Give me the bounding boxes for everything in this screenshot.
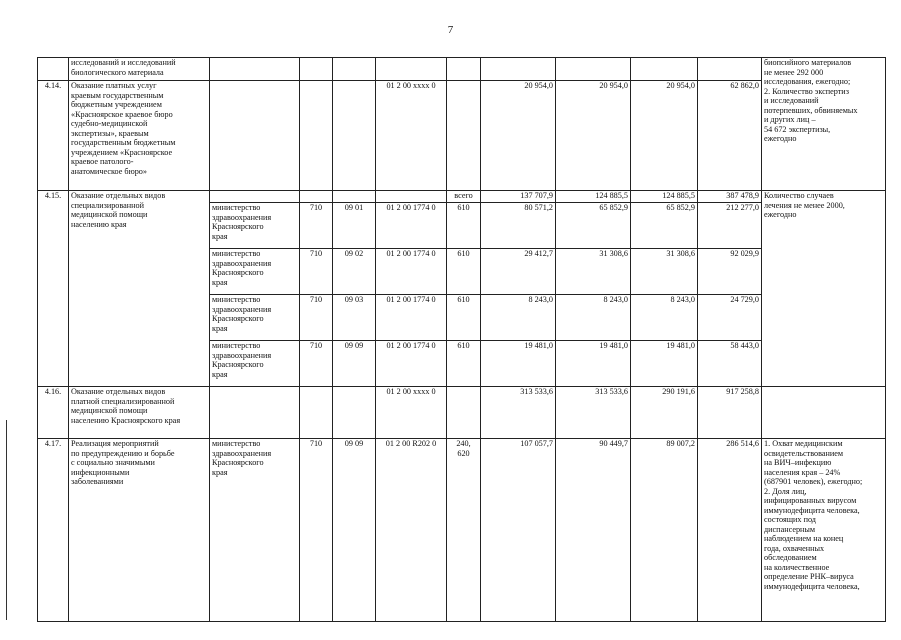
item-number-cell: [38, 58, 69, 81]
year2-cell: 8 243,0: [556, 295, 631, 341]
item-description-cell: Оказание платных услуг краевым государственным бюджетным учреждением «Красноярское краевое бюро судебно-медицинской экспертизы», краевым государственным бюджетным учреждением «Красноярское краевое патолого- анатомическое бюро»: [69, 81, 210, 191]
empty-cell: [210, 58, 300, 81]
year1-cell: 313 533,6: [481, 387, 556, 439]
empty-cell: [698, 58, 762, 81]
csr-code-cell: 01 2 00 xxxx 0: [376, 387, 447, 439]
empty-cell: [333, 81, 376, 191]
rzpr-cell: 09 02: [333, 249, 376, 295]
vr-cell: 610: [447, 203, 481, 249]
rzpr-cell: 09 03: [333, 295, 376, 341]
year2-cell: 124 885,5: [556, 191, 631, 203]
year1-cell: 20 954,0: [481, 81, 556, 191]
vr-cell: 240, 620: [447, 439, 481, 622]
grbs-cell: 710: [300, 439, 333, 622]
grbs-cell: 710: [300, 295, 333, 341]
empty-cell: [762, 387, 886, 439]
gp-cell: министерство здравоохранения Красноярского края: [210, 203, 300, 249]
table-row-4-14: [38, 81, 886, 191]
empty-cell: [300, 387, 333, 439]
item-number-cell: 4.16.: [38, 387, 69, 439]
grbs-cell: 710: [300, 341, 333, 387]
empty-cell: [210, 81, 300, 191]
year1-cell: 107 057,7: [481, 439, 556, 622]
item-description-cell: исследований и исследований биологического материала: [69, 58, 210, 81]
expected-result-cell: биопсийного материалов не менее 292 000 исследования, ежегодно; 2. Количество экспертиз и исследований потерпевших, обвиняемых и других лиц – 54 672 экспертизы, ежегодно: [762, 58, 886, 191]
total-cell: 387 478,9: [698, 191, 762, 203]
empty-cell: [210, 387, 300, 439]
gp-cell: министерство здравоохранения Красноярского края: [210, 439, 300, 622]
year1-cell: 29 412,7: [481, 249, 556, 295]
csr-code-cell: 01 2 00 1774 0: [376, 295, 447, 341]
total-cell: 24 729,0: [698, 295, 762, 341]
total-cell: 286 514,6: [698, 439, 762, 622]
empty-cell: [300, 191, 333, 203]
empty-cell: [333, 191, 376, 203]
rzpr-cell: 09 01: [333, 203, 376, 249]
table-row-4-15-total: [38, 191, 886, 203]
vr-total-label: всего: [447, 191, 481, 203]
total-cell: 212 277,0: [698, 203, 762, 249]
vr-cell: 610: [447, 249, 481, 295]
year3-cell: 124 885,5: [631, 191, 698, 203]
year3-cell: 31 308,6: [631, 249, 698, 295]
table-row-continuation: [38, 58, 886, 81]
csr-code-cell: 01 2 00 1774 0: [376, 341, 447, 387]
empty-cell: [447, 81, 481, 191]
empty-cell: [333, 387, 376, 439]
year3-cell: 8 243,0: [631, 295, 698, 341]
year2-cell: 31 308,6: [556, 249, 631, 295]
gp-cell: министерство здравоохранения Красноярского края: [210, 295, 300, 341]
empty-cell: [333, 58, 376, 81]
expected-result-cell: 1. Охват медицинским освидетельствованием на ВИЧ–инфекцию населения края – 24% (687901 человек), ежегодно; 2. Доля лиц, инфицированных вирусом иммунодефицита человека, состоящих под диспансерным наблюдением на конец года, охваченных обследованием на количественное определение РНК–вируса иммунодефицита человека,: [762, 439, 886, 622]
expected-result-cell: Количество случаев лечения не менее 2000, ежегодно: [762, 191, 886, 387]
gp-cell: министерство здравоохранения Красноярского края: [210, 249, 300, 295]
year1-cell: 80 571,2: [481, 203, 556, 249]
gp-cell: министерство здравоохранения Красноярского края: [210, 341, 300, 387]
rzpr-cell: 09 09: [333, 439, 376, 622]
year2-cell: 19 481,0: [556, 341, 631, 387]
grbs-cell: 710: [300, 203, 333, 249]
year2-cell: 65 852,9: [556, 203, 631, 249]
empty-cell: [481, 58, 556, 81]
year2-cell: 90 449,7: [556, 439, 631, 622]
year1-cell: 137 707,9: [481, 191, 556, 203]
grbs-cell: 710: [300, 249, 333, 295]
csr-code-cell: 01 2 00 1774 0: [376, 249, 447, 295]
empty-cell: [556, 58, 631, 81]
csr-code-cell: 01 2 00 1774 0: [376, 203, 447, 249]
empty-cell: [376, 191, 447, 203]
total-cell: 917 258,8: [698, 387, 762, 439]
empty-cell: [300, 58, 333, 81]
item-number-cell: 4.15.: [38, 191, 69, 387]
empty-cell: [376, 58, 447, 81]
empty-cell: [631, 58, 698, 81]
year3-cell: 89 007,2: [631, 439, 698, 622]
budget-table: [37, 57, 886, 622]
empty-cell: [300, 81, 333, 191]
empty-cell: [447, 58, 481, 81]
item-description-cell: Оказание отдельных видов специализированной медицинской помощи населению края: [69, 191, 210, 387]
scan-margin-line: [6, 420, 7, 620]
item-number-cell: 4.17.: [38, 439, 69, 622]
year3-cell: 19 481,0: [631, 341, 698, 387]
csr-code-cell: 01 2 00 R202 0: [376, 439, 447, 622]
table-row-4-17: [38, 439, 886, 622]
total-cell: 62 862,0: [698, 81, 762, 191]
total-cell: 58 443,0: [698, 341, 762, 387]
vr-cell: 610: [447, 295, 481, 341]
item-number-cell: 4.14.: [38, 81, 69, 191]
year2-cell: 313 533,6: [556, 387, 631, 439]
item-description-cell: Реализация мероприятий по предупреждению и борьбе с социально значимыми инфекционными заболеваниями: [69, 439, 210, 622]
table-row-4-16: [38, 387, 886, 439]
empty-cell: [210, 191, 300, 203]
year1-cell: 8 243,0: [481, 295, 556, 341]
csr-code-cell: 01 2 00 xxxx 0: [376, 81, 447, 191]
item-description-cell: Оказание отдельных видов платной специализированной медицинской помощи населению Красноярского края: [69, 387, 210, 439]
vr-cell: 610: [447, 341, 481, 387]
page-number: 7: [447, 24, 454, 36]
empty-cell: [447, 387, 481, 439]
year3-cell: 20 954,0: [631, 81, 698, 191]
year3-cell: 65 852,9: [631, 203, 698, 249]
total-cell: 92 029,9: [698, 249, 762, 295]
year2-cell: 20 954,0: [556, 81, 631, 191]
year3-cell: 290 191,6: [631, 387, 698, 439]
rzpr-cell: 09 09: [333, 341, 376, 387]
year1-cell: 19 481,0: [481, 341, 556, 387]
